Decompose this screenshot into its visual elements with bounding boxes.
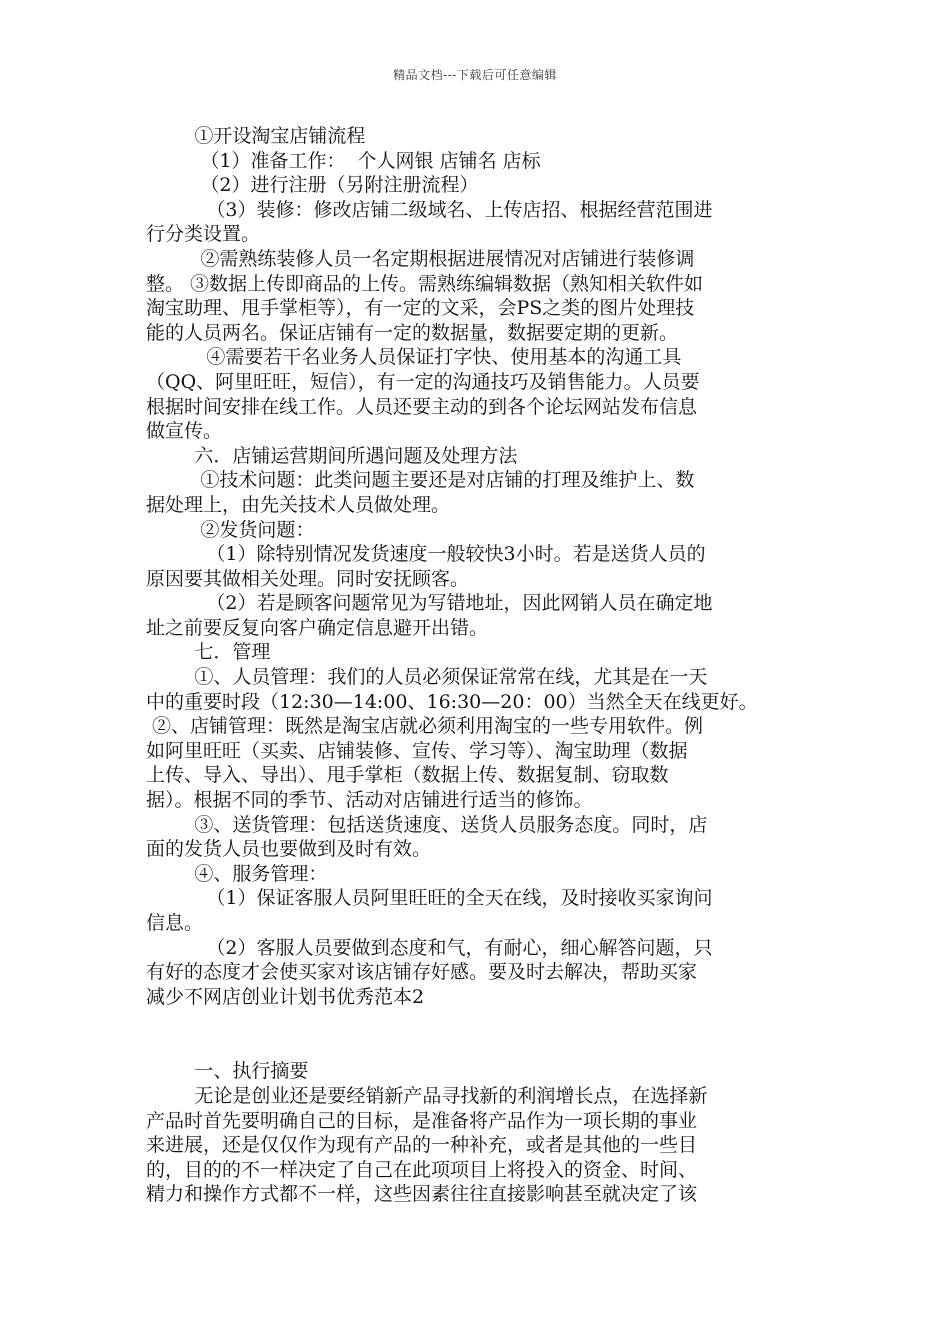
text-line: （QQ、阿里旺旺，短信），有一定的沟通技巧及销售能力。人员要	[146, 370, 700, 393]
text-line: 做宣传。	[146, 420, 223, 443]
text-line: 产品时首先要明确自己的目标，是准备将产品作为一项长期的事业	[146, 1109, 698, 1132]
text-line: （1）保证客服人员阿里旺旺的全天在线，及时接收买家询问	[146, 887, 713, 910]
text-line: 精力和操作方式都不一样，这些因素往往直接影响甚至就决定了该	[146, 1183, 698, 1206]
text-line: （1）准备工作： 个人网银 店铺名 店标	[146, 149, 541, 172]
text-line: ④、服务管理：	[146, 862, 328, 885]
text-line: ②发货问题：	[146, 518, 315, 541]
text-line: 能的人员两名。保证店铺有一定的数据量，数据要定期的更新。	[146, 321, 679, 344]
text-line: 七．管理	[146, 641, 271, 664]
text-line: 无论是创业还是要经销新产品寻找新的利润增长点，在选择新	[146, 1084, 708, 1107]
text-line: ③、送货管理：包括送货速度、送货人员服务态度。同时，店	[146, 813, 708, 836]
text-line: ④需要若干名业务人员保证打字快、使用基本的沟通工具	[146, 346, 682, 369]
text-line: （2）若是顾客问题常见为写错地址，因此网销人员在确定地	[146, 592, 713, 615]
text-line: 一、执行摘要	[146, 1060, 309, 1083]
text-line: 面的发货人员也要做到及时有效。	[146, 838, 432, 861]
text-line: 淘宝助理、甩手掌柜等），有一定的文采，会PS之类的图片处理技	[146, 297, 695, 320]
text-line: （1）除特别情况发货速度一般较快3小时。若是送货人员的	[146, 543, 706, 566]
page-header: 精品文档---下载后可任意编辑	[393, 68, 557, 82]
text-line: 来进展，还是仅仅作为现有产品的一种补充，或者是其他的一些目	[146, 1134, 698, 1157]
text-line: ①技术问题：此类问题主要还是对店铺的打理及维护上、数	[146, 469, 695, 492]
text-line: ②需熟练装修人员一名定期根据进展情况对店铺进行装修调	[146, 247, 695, 270]
text-line: 六．店铺运营期间所遇问题及处理方法	[146, 444, 518, 467]
text-line: 的，目的的不一样决定了自己在此项项目上将投入的资金、时间、	[146, 1158, 698, 1181]
document-body	[146, 124, 810, 1207]
text-line: （2）进行注册（另附注册流程）	[146, 174, 479, 197]
text-line: 减少不网店创业计划书优秀范本2	[146, 985, 425, 1008]
text-line: 址之前要反复向客户确定信息避开出错。	[146, 616, 489, 639]
text-line: （2）客服人员要做到态度和气，有耐心，细心解答问题，只	[146, 936, 713, 959]
text-line: ①开设淘宝店铺流程	[146, 125, 366, 147]
text-line: 行分类设置。	[146, 223, 261, 246]
section-gap	[146, 1009, 810, 1059]
text-line: 信息。	[146, 912, 204, 934]
text-line: 如阿里旺旺（买卖、店铺装修、宣传、学习等）、淘宝助理（数据	[146, 739, 688, 762]
text-line: ②、店铺管理：既然是淘宝店就必须利用淘宝的一些专用软件。例	[146, 715, 704, 738]
text-line: （3）装修：修改店铺二级域名、上传店招、根据经营范围进	[146, 198, 713, 221]
text-line: 根据时间安排在线工作。人员还要主动的到各个论坛网站发布信息	[146, 395, 698, 418]
text-line: 上传、导入、导出）、甩手掌柜（数据上传、数据复制、窃取数	[146, 764, 669, 787]
text-line: 原因要其做相关处理。同时安抚顾客。	[146, 567, 470, 590]
text-line: 整。 ③数据上传即商品的上传。需熟练编辑数据（熟知相关软件如	[146, 272, 704, 295]
text-line: 据）。根据不同的季节、活动对店铺进行适当的修饰。	[146, 789, 593, 812]
text-line: ①、人员管理：我们的人员必须保证常常在线，尤其是在一天	[146, 666, 708, 689]
text-line: 中的重要时段（12:30—14:00、16:30—20：00）当然全天在线更好。	[146, 690, 758, 713]
text-line: 据处理上，由先关技术人员做处理。	[146, 493, 451, 516]
text-line: 有好的态度才会使买家对该店铺存好感。要及时去解决，帮助买家	[146, 961, 698, 984]
